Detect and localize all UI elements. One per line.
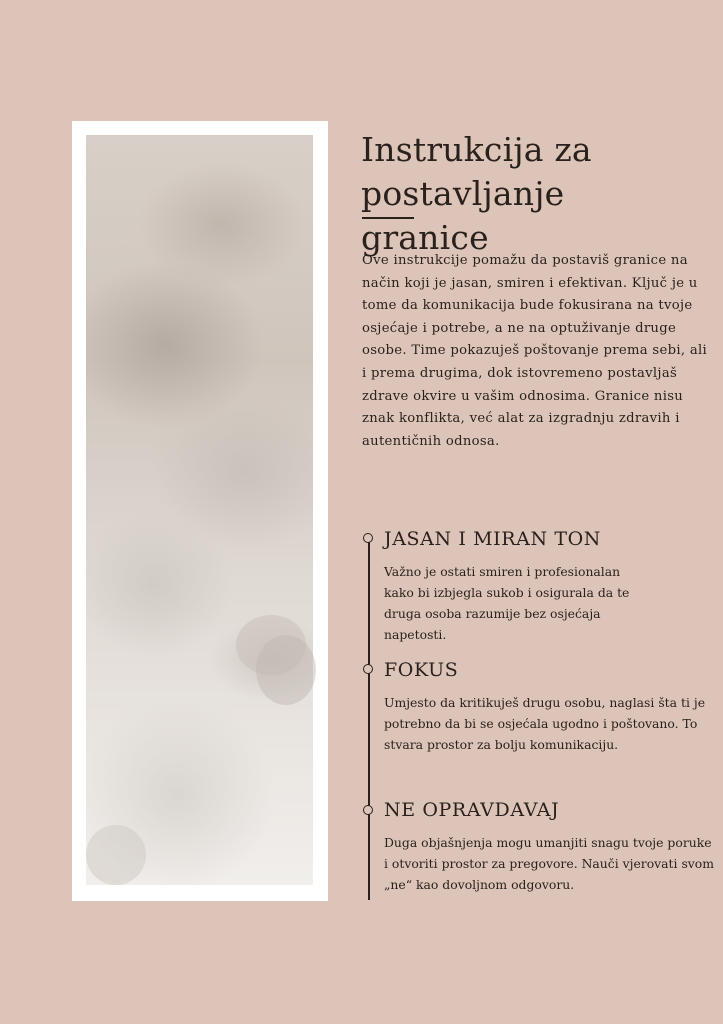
- watercolor-blot: [256, 635, 316, 705]
- timeline-dot: [363, 805, 373, 815]
- timeline-line: [368, 538, 370, 900]
- section-heading: JASAN I MIRAN TON: [384, 528, 602, 550]
- section-text: Duga objašnjenja mogu umanjiti snagu tvoje poruke i otvoriti prostor za pregovore. Nauči vjerovati svom „ne“ kao dovoljnom odgovoru.: [384, 835, 715, 892]
- watercolor-image-frame: [72, 121, 328, 901]
- page-title: Instrukcija za postavljanje granice: [361, 130, 592, 257]
- timeline-dot: [363, 664, 373, 674]
- intro-paragraph: Ove instrukcije pomažu da postaviš granice na način koji je jasan, smiren i efektivan. Ključ je u tome da komunikacija bude fokusirana na tvoje osjećaje i potrebe, a ne na optuživanje druge osobe. Time pokazuješ poštovanje prema sebi, ali i prema drugima, dok istovremeno postavljaš zdrave okvire u vašim odnosima. Granice nisu znak konflikta, već alat za izgradnju zdravih i autentičnih odnosa.: [362, 253, 708, 449]
- title-underline: [362, 217, 414, 219]
- section-heading: NE OPRAVDAVAJ: [384, 799, 560, 821]
- timeline-dot: [363, 533, 373, 543]
- section-text: Umjesto da kritikuješ drugu osobu, naglasi šta ti je potrebno da bi se osjećala ugodno i poštovano. To stvara prostor za bolju komunikaciju.: [384, 695, 706, 752]
- watercolor-image: [86, 135, 313, 885]
- section-heading: FOKUS: [384, 659, 459, 681]
- section-text: Važno je ostati smiren i profesionalan kako bi izbjegla sukob i osigurala da te druga osoba razumije bez osjećaja napetosti.: [384, 564, 630, 642]
- watercolor-blot: [86, 825, 146, 885]
